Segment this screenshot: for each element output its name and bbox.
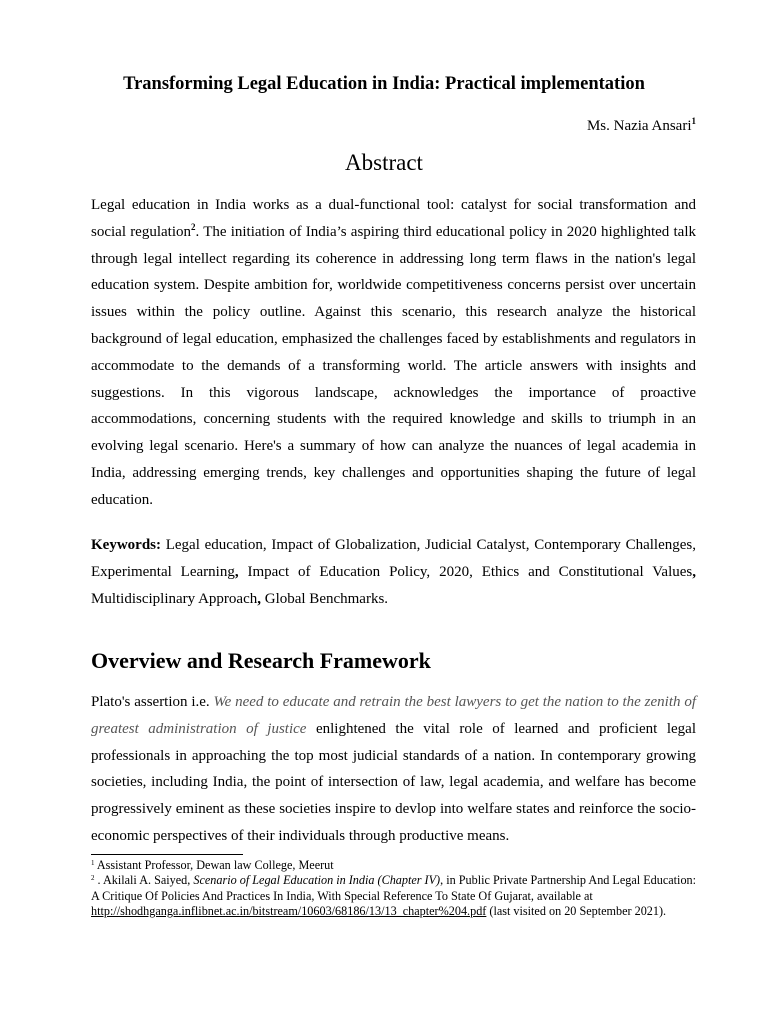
keywords-label: Keywords: bbox=[91, 537, 161, 553]
footnote-divider bbox=[91, 854, 243, 855]
keywords-part4: Global Benchmarks. bbox=[260, 591, 389, 607]
abstract-text-part1: Legal education in India works as a dual-functional tool: catalyst for social transformation and social regulation bbox=[91, 197, 696, 240]
keywords-part3: Multidisciplinary Approach bbox=[91, 591, 258, 607]
keywords-separator: , bbox=[257, 591, 261, 607]
footnote-2-after: (last visited on 20 September 2021). bbox=[486, 904, 667, 919]
footnote-2-link[interactable]: http://shodhganga.inflibnet.ac.in/bitstream/10603/68186/13/13_chapter%204.pdf bbox=[91, 904, 487, 919]
paper-title: Transforming Legal Education in India: Practical implementation bbox=[123, 74, 645, 94]
keywords-separator: , bbox=[234, 564, 239, 580]
section-paragraph bbox=[91, 689, 696, 850]
footnote-2-title: Scenario of Legal Education in India (Chapter IV) bbox=[193, 873, 441, 888]
keywords-part1: Legal education, Impact of Globalization, Judicial Catalyst, Contemporary Challenges, Experimental Learning bbox=[91, 537, 696, 580]
abstract-heading: Abstract bbox=[345, 150, 423, 175]
author-line bbox=[587, 116, 696, 135]
footnote-2-marker: 2 bbox=[91, 874, 95, 883]
footnote-1 bbox=[91, 858, 696, 873]
keywords-separator: , bbox=[692, 564, 696, 580]
footnote-2 bbox=[91, 873, 696, 919]
abstract-footnote-marker[interactable]: 2 bbox=[191, 221, 196, 232]
footnotes bbox=[91, 858, 696, 920]
abstract-text bbox=[91, 192, 696, 514]
footnote-1-text: Assistant Professor, Dewan law College, Meerut bbox=[94, 858, 334, 872]
plato-quote: We need to educate and retrain the best lawyers to get the nation to the zenith of greatest administration of justice bbox=[91, 694, 696, 737]
footnote-2-lead: . Akilali A. Saiyed, bbox=[94, 873, 194, 888]
author-name: Ms. Nazia Ansari bbox=[586, 118, 692, 134]
section-heading: Overview and Research Framework bbox=[91, 648, 431, 673]
keywords-paragraph bbox=[91, 532, 696, 613]
author-footnote-marker[interactable]: 1 bbox=[691, 116, 696, 126]
footnote-1-marker: 1 bbox=[91, 859, 95, 867]
footnote-2-text: , in Public Private Partnership And Legal Education: A Critique Of Policies And Practices In India, With Special Reference To State Of Gujarat, available at bbox=[91, 873, 697, 903]
abstract-text-part2: . The initiation of India’s aspiring third educational policy in 2020 highlighted talk through legal intellect regarding its coherence in addressing long term flaws in the nation's legal education system. Despite ambition for, worldwide competitiveness concerns persist over uncertain issues within the policy outline. Against this scenario, this research analyze the historical background of legal education, emphasized the challenges faced by establishments and regulators in accommodate to the demands of a transforming world. The article answers with insights and suggestions. In this vigorous landscape, acknowledges the importance of proactive accommodations, concerning students with the required knowledge and skills to triumph in an evolving legal scenario. Here's a summary of how can analyze the nuances of legal academia in India, addressing emerging trends, key challenges and opportunities shaping the future of legal education. bbox=[91, 223, 696, 508]
keywords-part2: Impact of Education Policy, 2020, Ethics and Constitutional Values bbox=[238, 564, 693, 580]
section-intro: Plato's assertion i.e. bbox=[91, 694, 214, 710]
section-rest: enlightened the vital role of learned and proficient legal professionals in approaching the top most judicial standards of a nation. In contemporary growing societies, including India, the point of intersection of law, legal academia, and welfare has become progressively eminent as these societies inspire to devlop into welfare states and reinforce the socio-economic perspectives of their individuals through productive means. bbox=[91, 720, 697, 844]
